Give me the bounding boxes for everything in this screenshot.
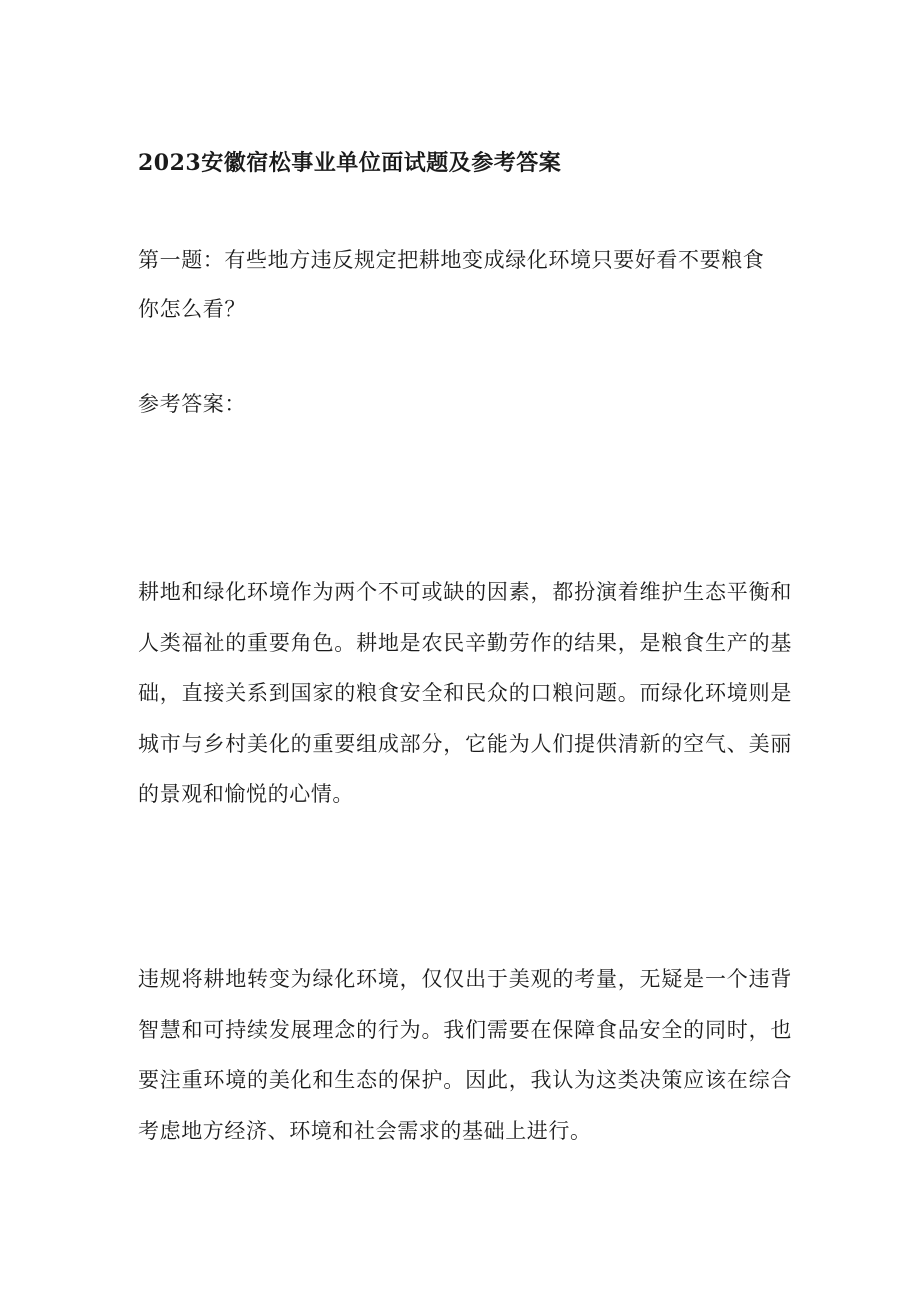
answer-paragraph: 违规将耕地转变为绿化环境，仅仅出于美观的考量，无疑是一个违背智慧和可持续发展理念的行为。我们需要在保障食品安全的同时，也要注重环境的美化和生态的保护。因此，我认为这类决策应该在综合考虑地方经济、环境和社会需求的基础上进行。 <box>138 967 792 1143</box>
answer-label: 参考答案： <box>138 392 246 416</box>
question-text: 第一题：有些地方违反规定把耕地变成绿化环境只要好看不要粮食你怎么看？ <box>138 248 765 321</box>
answer-paragraph: 耕地和绿化环境作为两个不可或缺的因素，都扮演着维护生态平衡和人类福祉的重要角色。耕地是农民辛勤劳作的结果，是粮食生产的基础，直接关系到国家的粮食安全和民众的口粮问题。而绿化环境则是城市与乡村美化的重要组成部分，它能为人们提供清新的空气、美丽的景观和愉悦的心情。 <box>138 580 792 806</box>
document-title: 2023安徽宿松事业单位面试题及参考答案 <box>138 150 562 176</box>
